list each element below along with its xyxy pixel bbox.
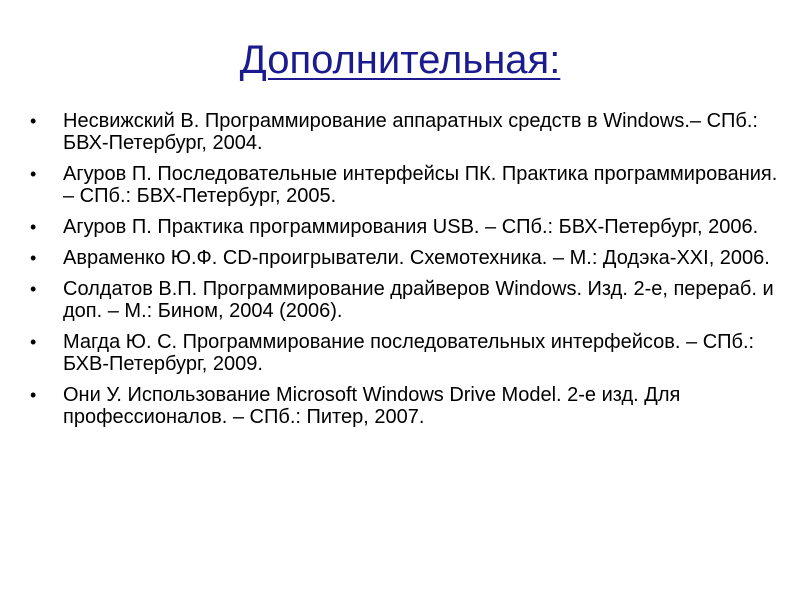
bullet-icon: • xyxy=(30,111,37,131)
reference-item xyxy=(30,247,790,269)
bullet-icon: • xyxy=(30,217,37,237)
reference-text: Агуров П. Практика программирования USB. – СПб.: БВХ-Петербург, 2006. xyxy=(63,216,759,238)
bullet-icon: • xyxy=(30,332,37,352)
reference-item xyxy=(30,384,790,428)
reference-text: Несвижский В. Программирование аппаратных средств в Windows.– СПб.: БВХ-Петербург, 2004. xyxy=(63,110,758,154)
reference-item xyxy=(30,331,790,375)
reference-list xyxy=(30,110,790,437)
reference-text: Солдатов В.П. Программирование драйверов Windows. Изд. 2-е, перераб. и доп. – М.: Бином, 2004 (2006). xyxy=(63,278,774,322)
reference-text: Авраменко Ю.Ф. CD-проигрыватели. Схемотехника. – М.: Додэка-XXI, 2006. xyxy=(63,247,770,269)
slide-title: Дополнительная: xyxy=(239,38,561,82)
reference-item xyxy=(30,110,790,154)
reference-text: Они У. Использование Microsoft Windows Drive Model. 2-е изд. Для профессионалов. – СПб.: Питер, 2007. xyxy=(63,384,681,428)
reference-text: Магда Ю. С. Программирование последовательных интерфейсов. – СПб.: БХВ-Петербург, 2009. xyxy=(63,331,755,375)
reference-item xyxy=(30,163,790,207)
bullet-icon: • xyxy=(30,164,37,184)
reference-item xyxy=(30,216,790,238)
reference-text: Агуров П. Последовательные интерфейсы ПК. Практика программирования. – СПб.: БВХ-Петербург, 2005. xyxy=(63,163,778,207)
reference-item xyxy=(30,278,790,322)
bullet-icon: • xyxy=(30,279,37,299)
bullet-icon: • xyxy=(30,385,37,405)
bullet-icon: • xyxy=(30,248,37,268)
